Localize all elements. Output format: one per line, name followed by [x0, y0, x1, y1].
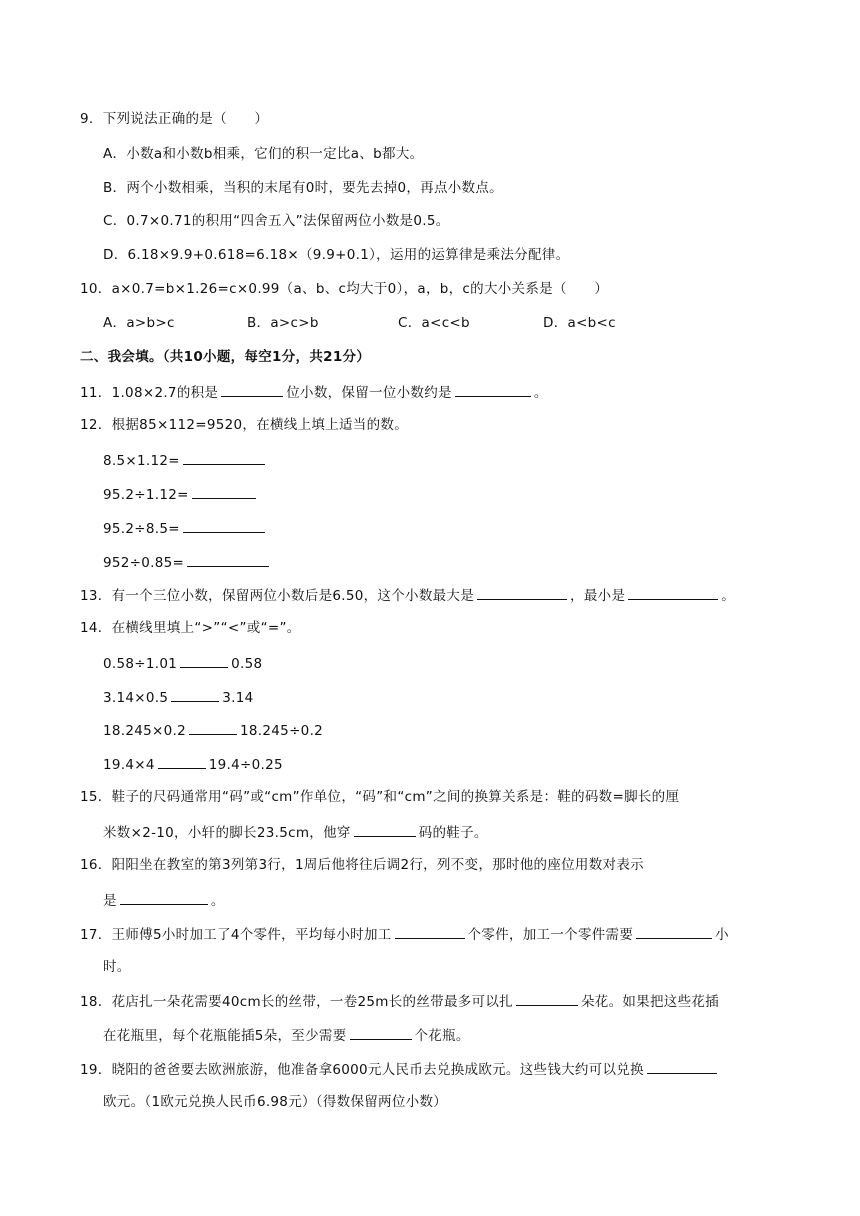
- question-17-line-1: [80, 924, 729, 944]
- question-12-expr-4: [103, 552, 272, 572]
- question-19-part1: 19．晓阳的爸爸要去欧洲旅游，他准备拿6000元人民币去兑换成欧元。这些钱大约可以兑换: [80, 1062, 644, 1078]
- question-12-expr-1: [103, 450, 268, 470]
- answer-blank[interactable]: [120, 890, 208, 905]
- answer-blank[interactable]: [189, 720, 237, 735]
- question-14-row-4: [103, 754, 283, 774]
- expression: 952÷0.85=: [103, 555, 185, 571]
- question-13-part3: 。: [721, 588, 736, 604]
- question-9-option-b: B．两个小数相乘，当积的末尾有0时，要先去掉0，再点小数点。: [103, 180, 503, 196]
- question-13: [80, 585, 735, 605]
- expression-right: 19.4÷0.25: [208, 757, 283, 773]
- expression: 95.2÷8.5=: [103, 521, 180, 537]
- question-13-part1: 13．有一个三位小数，保留两位小数后是6.50，这个小数最大是: [80, 588, 475, 604]
- question-11-part3: 。: [533, 385, 548, 401]
- answer-blank[interactable]: [171, 687, 219, 702]
- answer-blank[interactable]: [636, 924, 712, 939]
- answer-blank[interactable]: [158, 754, 206, 769]
- answer-blank[interactable]: [516, 991, 578, 1006]
- expression: 95.2÷1.12=: [103, 487, 189, 503]
- question-16-part2: 。: [210, 893, 225, 909]
- question-18-part3: 在花瓶里，每个花瓶能插5朵，至少需要: [103, 1028, 347, 1044]
- question-10-option-c: C．a<c<b: [398, 315, 470, 331]
- expression-left: 19.4×4: [103, 757, 155, 773]
- expression-left: 18.245×0.2: [103, 723, 187, 739]
- question-18-line-1: [80, 991, 719, 1011]
- question-10-option-a: A．a>b>c: [103, 315, 175, 331]
- answer-blank[interactable]: [192, 484, 256, 499]
- question-17-part2: 个零件，加工一个零件需要: [467, 927, 634, 943]
- question-16-line-1: 16．阳阳坐在教室的第3列第3行，1周后他将往后调2行，列不变，那时他的座位用数对表示: [80, 857, 644, 873]
- question-18-line-2: [103, 1025, 470, 1045]
- answer-blank[interactable]: [187, 552, 269, 567]
- question-12-expr-2: [103, 484, 259, 504]
- expression-right: 0.58: [231, 656, 263, 672]
- question-12-stem: 12．根据85×112=9520，在横线上填上适当的数。: [80, 417, 409, 433]
- expression-right: 3.14: [222, 690, 254, 706]
- question-16-part1: 是: [103, 893, 117, 909]
- answer-blank[interactable]: [647, 1059, 717, 1074]
- question-11-part2: 位小数，保留一位小数约是: [286, 385, 452, 401]
- question-15-line-2: [103, 822, 488, 842]
- question-18-part4: 个花瓶。: [414, 1028, 470, 1044]
- question-11: [80, 382, 548, 402]
- question-16-line-2: [103, 890, 225, 910]
- answer-blank[interactable]: [221, 382, 283, 397]
- question-14-row-2: [103, 687, 254, 707]
- question-9-option-c: C．0.7×0.71的积用“四舍五入”法保留两位小数是0.5。: [103, 213, 450, 229]
- question-18-part1: 18．花店扎一朵花需要40cm长的丝带，一卷25m长的丝带最多可以扎: [80, 994, 513, 1010]
- expression-left: 3.14×0.5: [103, 690, 169, 706]
- question-17-part3: 小: [715, 927, 729, 943]
- question-10-stem: 10．a×0.7=b×1.26=c×0.99（a、b、c均大于0），a，b，c的大小关系是（ ）: [80, 281, 609, 297]
- question-14-row-1: [103, 653, 262, 673]
- question-10-option-b: B．a>c>b: [247, 315, 319, 331]
- question-17-part1: 17．王师傅5小时加工了4个零件，平均每小时加工: [80, 927, 392, 943]
- question-17-line-2: 时。: [103, 959, 131, 975]
- question-19-line-2: 欧元。（1欧元兑换人民币6.98元）（得数保留两位小数）: [103, 1094, 448, 1110]
- question-14-stem: 14．在横线里填上“>”“<”或“=”。: [80, 620, 301, 636]
- question-9-stem: 9．下列说法正确的是（ ）: [80, 111, 269, 127]
- expression-left: 0.58÷1.01: [103, 656, 178, 672]
- question-18-part2: 朵花。如果把这些花插: [580, 994, 719, 1010]
- question-15-part2: 码的鞋子。: [418, 825, 488, 841]
- question-9-option-d: D．6.18×9.9+0.618=6.18×（9.9+0.1），运用的运算律是乘法分配律。: [103, 247, 570, 263]
- answer-blank[interactable]: [354, 822, 416, 837]
- expression-right: 18.245÷0.2: [240, 723, 324, 739]
- question-15-part1: 米数×2-10，小轩的脚长23.5cm，他穿: [103, 825, 351, 841]
- answer-blank[interactable]: [183, 450, 265, 465]
- question-14-row-3: [103, 720, 323, 740]
- question-12-expr-3: [103, 518, 268, 538]
- answer-blank[interactable]: [395, 924, 465, 939]
- answer-blank[interactable]: [477, 585, 567, 600]
- answer-blank[interactable]: [455, 382, 531, 397]
- question-10-option-d: D．a<b<c: [543, 315, 616, 331]
- question-15-line-1: 15．鞋子的尺码通常用“码”或“cm”作单位，“码”和“cm”之间的换算关系是：鞋的码数=脚长的厘: [80, 789, 680, 805]
- expression: 8.5×1.12=: [103, 453, 180, 469]
- answer-blank[interactable]: [183, 518, 265, 533]
- question-19-line-1: [80, 1059, 720, 1079]
- answer-blank[interactable]: [180, 653, 228, 668]
- answer-blank[interactable]: [350, 1025, 412, 1040]
- answer-blank[interactable]: [628, 585, 718, 600]
- question-11-part1: 11．1.08×2.7的积是: [80, 385, 219, 401]
- section-heading: 二、我会填。（共10小题，每空1分，共21分）: [80, 349, 371, 365]
- question-13-part2: ，最小是: [570, 588, 626, 604]
- question-9-option-a: A．小数a和小数b相乘，它们的积一定比a、b都大。: [103, 146, 424, 162]
